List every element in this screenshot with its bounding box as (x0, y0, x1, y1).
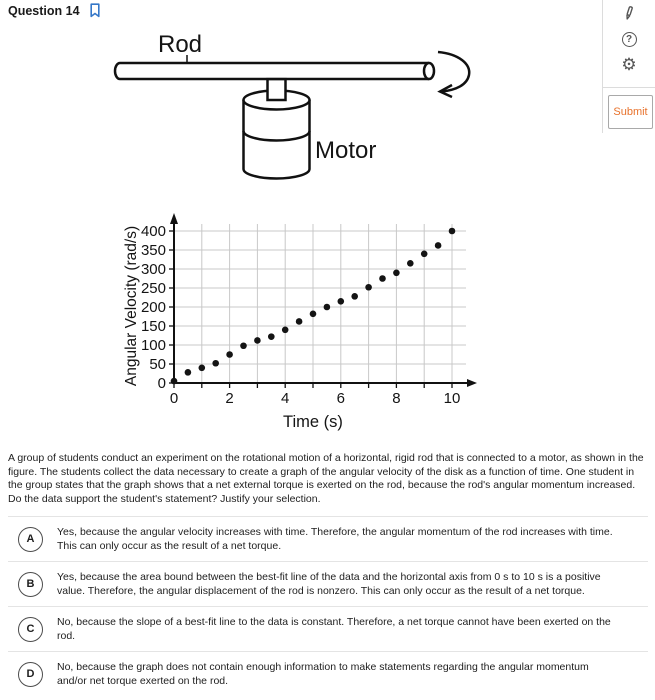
motor-shaft-drawing (268, 79, 286, 100)
svg-text:10: 10 (443, 390, 461, 407)
help-icon-glyph: ? (622, 32, 637, 47)
svg-text:50: 50 (149, 356, 166, 373)
choice-letter-badge[interactable]: C (18, 617, 43, 642)
svg-text:350: 350 (140, 242, 166, 259)
svg-text:Time (s): Time (s) (283, 413, 343, 431)
apparatus-figure (85, 12, 485, 207)
help-icon[interactable] (603, 26, 655, 52)
motor-drawing (244, 91, 310, 179)
angular-velocity-chart (122, 206, 494, 442)
gear-icon[interactable] (603, 52, 655, 78)
answer-option-a[interactable] (8, 516, 648, 561)
svg-text:150: 150 (140, 318, 166, 335)
svg-text:100: 100 (140, 337, 166, 354)
svg-text:0: 0 (157, 375, 166, 392)
svg-text:400: 400 (140, 223, 166, 240)
answer-options (8, 516, 648, 696)
rotation-arrow-icon (438, 52, 469, 97)
apparatus-drawing (85, 12, 485, 207)
svg-text:2: 2 (225, 390, 234, 407)
svg-text:0: 0 (169, 390, 179, 407)
scatter-plot (122, 206, 494, 442)
svg-text:8: 8 (392, 390, 401, 407)
question-content (8, 452, 648, 696)
toolbar (603, 0, 655, 78)
svg-text:Angular Velocity (rad/s): Angular Velocity (rad/s) (123, 225, 140, 387)
choice-text: Yes, because the angular velocity increases with time. Therefore, the angular momentum of the rod increases with time. This can only occur as the result of a net torque. (57, 526, 613, 552)
choice-text: Yes, because the area bound between the best-fit line of the data and the horizontal axis from 0 s to 10 s is a positive value. Therefore, the angular displacement of the rod is nonzero. This can only occur as the result of a net torque. (57, 571, 601, 597)
answer-option-c[interactable] (8, 606, 648, 651)
gear-icon-glyph: ⚙ (621, 54, 637, 75)
svg-text:300: 300 (140, 261, 166, 278)
pen-icon[interactable] (603, 0, 655, 26)
toolbar-separator (603, 87, 655, 88)
submit-button[interactable]: Submit (608, 95, 653, 129)
motor-label: Motor (315, 137, 377, 164)
svg-text:4: 4 (281, 390, 290, 407)
rod-drawing (115, 63, 434, 79)
choice-letter-badge[interactable]: B (18, 572, 43, 597)
choice-letter-badge[interactable]: A (18, 527, 43, 552)
answer-option-d[interactable] (8, 651, 648, 696)
answer-option-b[interactable] (8, 561, 648, 606)
choice-letter-badge[interactable]: D (18, 662, 43, 687)
rod-label: Rod (158, 31, 203, 58)
choice-text: No, because the slope of a best-fit line to the data is constant. Therefore, a net torque cannot have been exerted on the rod. (57, 616, 611, 642)
question-number-label: Question 14 (8, 3, 80, 18)
question-text: A group of students conduct an experiment on the rotational motion of a horizontal, rigid rod that is connected to a motor, as shown in the figure. The students collect the data necessary to create a graph of the angular velocity of the disk as a function of time. One student in the group states that the graph shows that a net external torque is exerted on the rod, because the rod's angular momentum increased. Do the data support the student's statement? Justify your selection. (8, 452, 644, 505)
svg-text:250: 250 (140, 280, 166, 297)
choice-text: No, because the graph does not contain enough information to make statements regarding the angular momentum and/or net torque exerted on the rod. (57, 661, 589, 687)
svg-text:6: 6 (336, 390, 345, 407)
svg-text:200: 200 (140, 299, 166, 316)
